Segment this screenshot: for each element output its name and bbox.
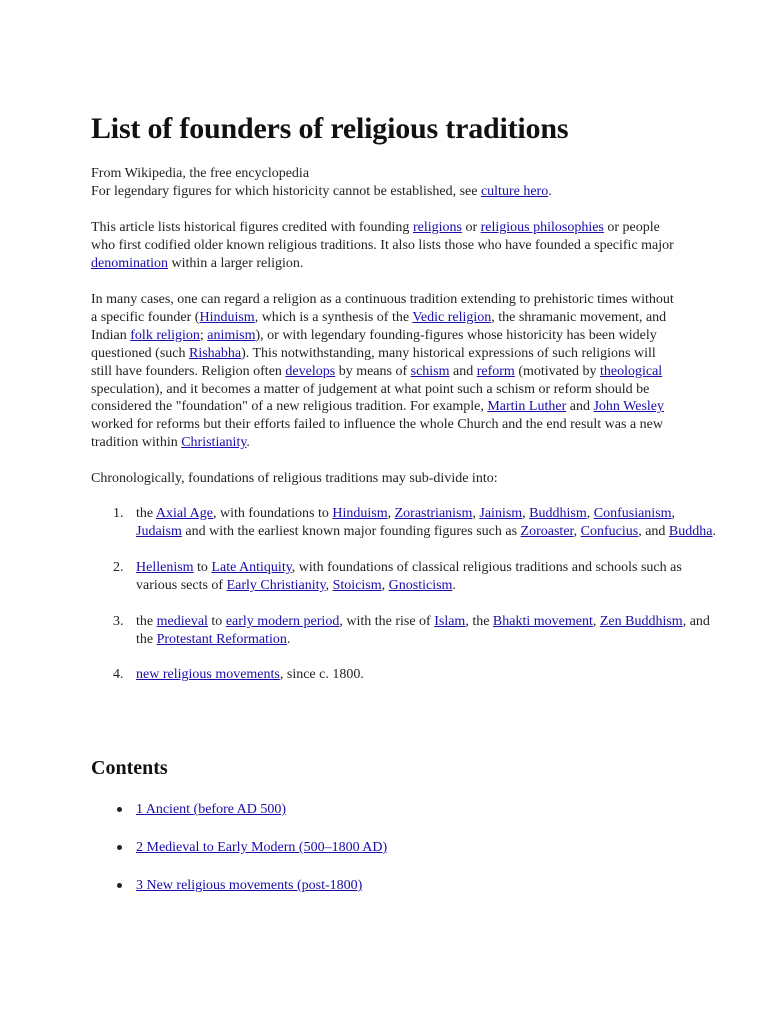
link-zorastrianism[interactable]: Zorastrianism	[394, 506, 473, 521]
link-schism[interactable]: schism	[410, 363, 450, 379]
hatnote: For legendary figures for which historicity cannot be established, see culture hero.	[91, 183, 552, 199]
link-protestant-reformation[interactable]: Protestant Reformation	[156, 631, 287, 647]
link-judaism[interactable]: Judaism	[136, 523, 182, 539]
list-item: 2. Hellenism to Late Antiquity, with foundations of classical religious traditions and schools such as various sects of Early Christianity, Stoicism, Gnosticism.	[113, 559, 682, 593]
contents-heading: Contents	[91, 757, 168, 779]
link-religions[interactable]: religions	[412, 220, 462, 235]
link-vedic-religion[interactable]: Vedic religion	[412, 309, 492, 325]
link-folk-religion[interactable]: folk religion	[130, 327, 200, 343]
link-hellenism[interactable]: Hellenism	[136, 559, 194, 575]
list-number: 2.	[113, 559, 124, 575]
link-buddha[interactable]: Buddha	[668, 523, 713, 539]
link-religious-philosophies[interactable]: religious philosophies	[480, 220, 604, 235]
link-late-antiquity[interactable]: Late Antiquity	[211, 559, 292, 575]
link-axial-age[interactable]: Axial Age	[155, 506, 213, 521]
list-number: 1.	[113, 506, 124, 521]
history-paragraph: In many cases, one can regard a religion as a continuous tradition extending to prehistoric times without a specific founder (Hinduism, which is a synthesis of the Vedic religion, the shramanic movement, and Indian folk religion; animism), or with legendary founding-figures whose historicity has been widely questioned (such Rishabha). This notwithstanding, many historical expressions of such religions will still have founders. Religion often develops by means of schism and reform (motivated by theological speculation), and it becomes a matter of judgement at what point such a schism or reform should be considered the "foundation" of a new religious tradition. For example, Martin Luther and John Wesley worked for reforms but their efforts failed to influence the whole Church and the end result was a new tradition within Christianity.	[91, 292, 674, 451]
link-buddhism[interactable]: Buddhism	[529, 506, 587, 521]
table-of-contents	[91, 801, 721, 915]
bullet-icon	[117, 883, 122, 888]
link-new-religious-movements[interactable]: new religious movements	[136, 667, 280, 683]
toc-item	[136, 839, 721, 877]
link-martin-luther[interactable]: Martin Luther	[487, 399, 567, 415]
list-item: 1. the Axial Age, with foundations to Hinduism, Zorastrianism, Jainism, Buddhism, Confusianism, Judaism and with the earliest known major founding figures such as Zoroaster, Confucius, and Buddha.	[113, 506, 716, 539]
link-islam[interactable]: Islam	[434, 613, 466, 629]
intro-paragraph: This article lists historical figures credited with founding religions or religious philosophies or people who first codified older known religious traditions. It also lists those who have founded a specific major denomination within a larger religion.	[91, 220, 674, 271]
link-animism[interactable]: animism	[207, 327, 256, 343]
link-zen-buddhism[interactable]: Zen Buddhism	[599, 613, 683, 629]
link-zoroaster[interactable]: Zoroaster	[520, 523, 574, 539]
article-subtitle	[91, 165, 676, 201]
toc-link-medieval[interactable]: 2 Medieval to Early Modern (500–1800 AD)	[136, 840, 388, 855]
link-reform[interactable]: reform	[476, 363, 515, 379]
page-title: List of founders of religious traditions	[91, 112, 569, 145]
link-bhakti-movement[interactable]: Bhakti movement	[492, 613, 593, 629]
link-hinduism[interactable]: Hinduism	[199, 309, 255, 325]
link-jainism[interactable]: Jainism	[479, 506, 523, 521]
link-stoicism[interactable]: Stoicism	[332, 577, 382, 593]
link-early-modern-period[interactable]: early modern period	[225, 613, 340, 629]
link-denomination[interactable]: denomination	[91, 255, 168, 271]
link-develops[interactable]: develops	[285, 363, 336, 379]
bullet-icon	[117, 807, 122, 812]
from-wikipedia: From Wikipedia, the free encyclopedia	[91, 166, 310, 181]
link-rishabha[interactable]: Rishabha	[188, 345, 242, 361]
link-confusianism[interactable]: Confusianism	[593, 506, 672, 521]
toc-link-new-movements[interactable]: 3 New religious movements (post-1800)	[136, 878, 363, 893]
chronology-list	[91, 505, 721, 702]
toc-link-ancient[interactable]: 1 Ancient (before AD 500)	[136, 802, 287, 817]
link-medieval[interactable]: medieval	[156, 613, 208, 629]
chronology-intro: Chronologically, foundations of religious traditions may sub-divide into:	[91, 471, 498, 486]
link-gnosticism[interactable]: Gnosticism	[388, 577, 453, 593]
link-culture-hero[interactable]: culture hero	[480, 183, 549, 199]
toc-item	[136, 877, 721, 915]
toc-item	[136, 801, 721, 839]
link-hinduism-2[interactable]: Hinduism	[332, 506, 388, 521]
link-confucius[interactable]: Confucius	[580, 523, 639, 539]
list-number: 4.	[113, 667, 124, 683]
list-item: 4. new religious movements, since c. 1800.	[113, 667, 364, 683]
link-early-christianity[interactable]: Early Christianity	[226, 577, 326, 593]
list-item: 3. the medieval to early modern period, with the rise of Islam, the Bhakti movement, Zen Buddhism, and the Protestant Reformation.	[113, 613, 710, 647]
link-christianity[interactable]: Christianity	[181, 435, 247, 451]
bullet-icon	[117, 845, 122, 850]
link-john-wesley[interactable]: John Wesley	[593, 399, 665, 415]
list-number: 3.	[113, 613, 124, 629]
link-theological[interactable]: theological	[599, 363, 663, 379]
